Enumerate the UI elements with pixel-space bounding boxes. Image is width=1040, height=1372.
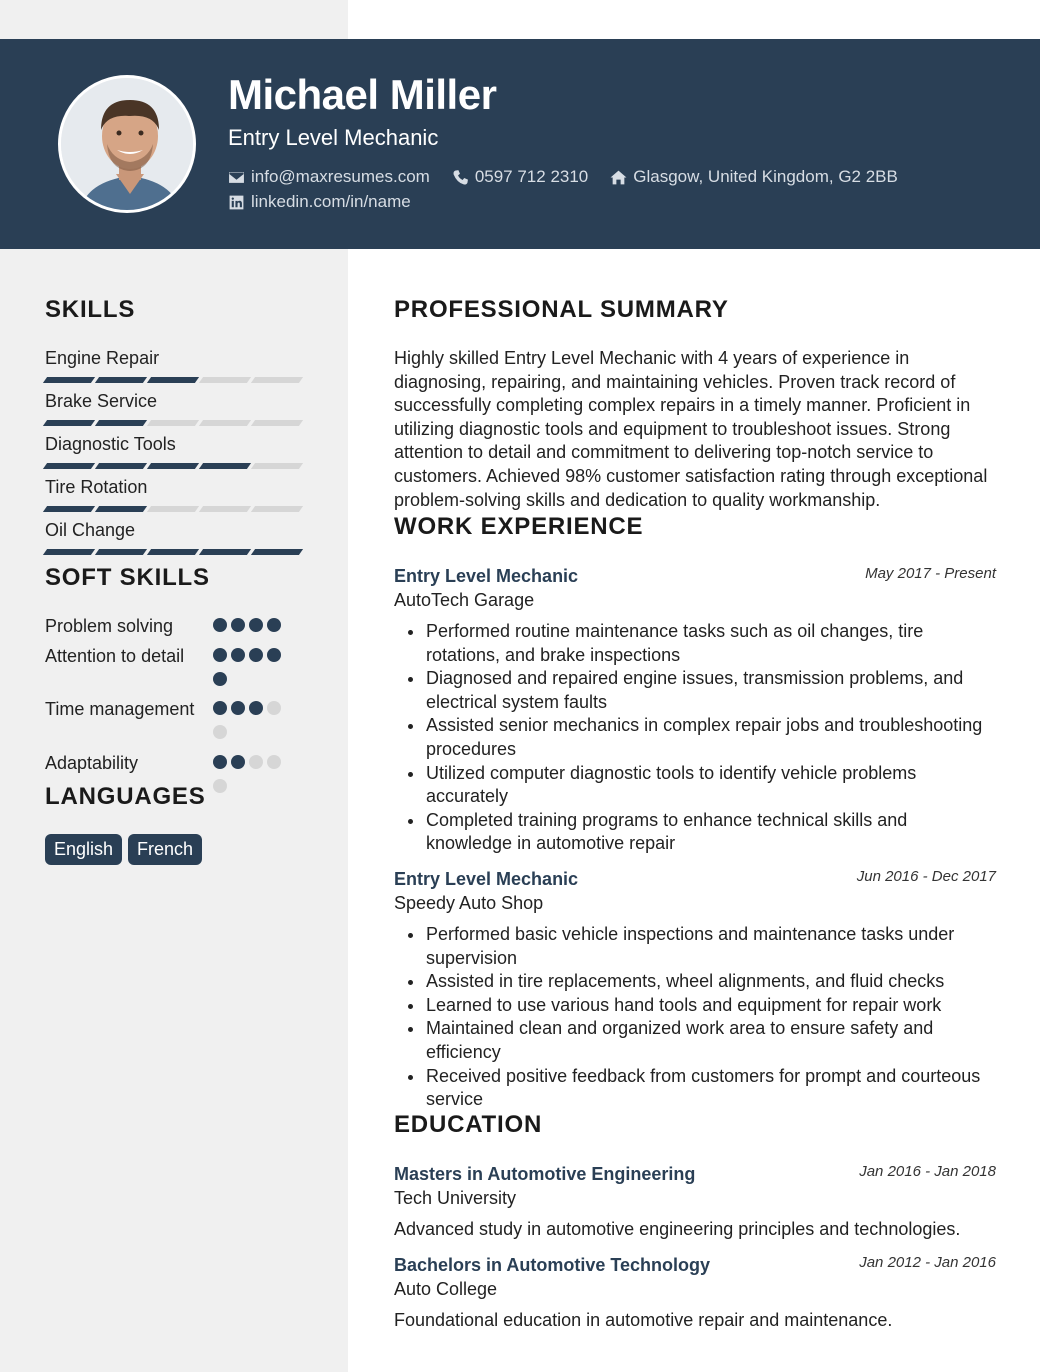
education-entry — [394, 1163, 996, 1241]
language-badge: French — [128, 834, 202, 865]
skill-level-bar — [45, 420, 303, 426]
skill-label: Oil Change — [45, 520, 136, 540]
experience-heading: WORK EXPERIENCE — [394, 513, 644, 540]
education-dates: Jan 2016 - Jan 2018 — [859, 1163, 996, 1180]
job-company: AutoTech Garage — [394, 590, 535, 610]
soft-skill-rating — [213, 618, 288, 642]
job-bullet: Utilized computer diagnostic tools to identify vehicle problems accurately — [394, 762, 996, 809]
education-description: Advanced study in automotive engineering principles and technologies. — [394, 1219, 961, 1239]
job-dates: May 2017 - Present — [865, 565, 996, 582]
skill-segment-empty — [147, 420, 199, 426]
job-company: Speedy Auto Shop — [394, 893, 544, 913]
skill-segment-filled — [95, 420, 147, 426]
summary-text: Highly skilled Entry Level Mechanic with 4 years of experience in diagnosing, repairing, and maintaining vehicles. Proven track record of successfully completing complex repairs in a timely manner. Proficient in utilizing diagnostic tools and equipment to troubleshoot issues. Strong attention to detail and commitment to delivering top-notch service to customers. Achieved 98% customer satisfaction rating through exceptional problem-solving skills and dedication to quality workmanship. — [394, 348, 988, 510]
language-badge: English — [45, 834, 122, 865]
summary-heading: PROFESSIONAL SUMMARY — [394, 296, 729, 323]
rating-dot-filled — [249, 701, 263, 715]
rating-dot-filled — [249, 618, 263, 632]
contact-row-primary — [228, 167, 920, 187]
job-bullet: Assisted senior mechanics in complex repair jobs and troubleshooting procedures — [394, 714, 996, 761]
skill-item — [45, 347, 303, 383]
contact-email-text: info@maxresumes.com — [251, 167, 430, 186]
soft-skill-item — [45, 645, 295, 668]
skill-segment-empty — [251, 463, 303, 469]
skill-segment-filled — [43, 549, 95, 555]
skill-level-bar — [45, 463, 303, 469]
skill-segment-empty — [251, 420, 303, 426]
rating-dot-empty — [267, 701, 281, 715]
education-dates: Jan 2012 - Jan 2016 — [859, 1254, 996, 1271]
skill-segment-filled — [43, 506, 95, 512]
skill-segment-empty — [199, 506, 251, 512]
skill-segment-filled — [199, 549, 251, 555]
contact-phone[interactable] — [452, 167, 588, 187]
rating-dot-filled — [213, 672, 227, 686]
soft-skill-label: Problem solving — [45, 616, 174, 636]
rating-dot-empty — [249, 755, 263, 769]
contact-email[interactable] — [228, 167, 430, 187]
skill-segment-filled — [147, 549, 199, 555]
job-bullet: Maintained clean and organized work area to ensure safety and efficiency — [394, 1017, 996, 1064]
rating-dot-filled — [231, 648, 245, 662]
languages-list — [45, 834, 202, 865]
skill-segment-empty — [251, 377, 303, 383]
skill-level-bar — [45, 506, 303, 512]
education-entry — [394, 1254, 996, 1332]
resume-header — [0, 39, 1040, 249]
skill-segment-filled — [147, 463, 199, 469]
job-role: Entry Level Mechanic — [394, 869, 579, 889]
rating-dot-empty — [267, 755, 281, 769]
skill-segment-empty — [199, 420, 251, 426]
job-role: Entry Level Mechanic — [394, 566, 579, 586]
job-bullet: Assisted in tire replacements, wheel alignments, and fluid checks — [394, 970, 996, 994]
rating-dot-filled — [249, 648, 263, 662]
job-bullet: Performed basic vehicle inspections and maintenance tasks under supervision — [394, 923, 996, 970]
skill-item — [45, 519, 303, 555]
contact-linkedin-text: linkedin.com/in/name — [251, 192, 411, 211]
job-entry — [394, 565, 996, 856]
rating-dot-filled — [267, 648, 281, 662]
skill-label: Engine Repair — [45, 348, 160, 368]
skill-segment-filled — [95, 377, 147, 383]
contact-row-secondary — [228, 192, 433, 212]
job-bullet: Received positive feedback from customers for prompt and courteous service — [394, 1065, 996, 1112]
profile-photo — [58, 75, 196, 213]
envelope-icon — [228, 169, 245, 186]
rating-dot-filled — [213, 618, 227, 632]
skill-segment-empty — [199, 377, 251, 383]
soft-skill-rating — [213, 701, 288, 749]
job-bullet: Completed training programs to enhance technical skills and knowledge in automotive repair — [394, 809, 996, 856]
candidate-name: Michael Miller — [228, 71, 497, 118]
soft-skill-rating — [213, 648, 288, 696]
portrait-image — [61, 78, 196, 213]
rating-dot-filled — [213, 648, 227, 662]
skills-heading: SKILLS — [45, 296, 136, 323]
rating-dot-filled — [231, 701, 245, 715]
skill-label: Diagnostic Tools — [45, 434, 176, 454]
soft-skill-label: Attention to detail — [45, 646, 185, 666]
phone-icon — [452, 169, 469, 186]
skill-segment-filled — [43, 377, 95, 383]
education-degree: Masters in Automotive Engineering — [394, 1164, 696, 1184]
job-bullet: Learned to use various hand tools and equipment for repair work — [394, 994, 996, 1018]
skill-label: Tire Rotation — [45, 477, 148, 497]
education-heading: EDUCATION — [394, 1111, 543, 1138]
skill-item — [45, 390, 303, 426]
skill-item — [45, 433, 303, 469]
skill-segment-empty — [147, 506, 199, 512]
soft-skills-heading: SOFT SKILLS — [45, 564, 210, 591]
soft-skill-label: Time management — [45, 699, 195, 719]
education-school: Auto College — [394, 1279, 498, 1299]
soft-skill-item — [45, 615, 295, 638]
job-entry — [394, 868, 996, 1112]
skill-segment-filled — [95, 506, 147, 512]
job-bullets — [394, 620, 996, 856]
contact-location-text: Glasgow, United Kingdom, G2 2BB — [633, 167, 898, 186]
job-bullets — [394, 923, 996, 1112]
education-school: Tech University — [394, 1188, 517, 1208]
rating-dot-filled — [267, 618, 281, 632]
rating-dot-filled — [231, 618, 245, 632]
soft-skill-label: Adaptability — [45, 753, 139, 773]
rating-dot-empty — [213, 779, 227, 793]
candidate-title: Entry Level Mechanic — [228, 125, 439, 150]
linkedin-icon — [228, 194, 245, 211]
education-degree: Bachelors in Automotive Technology — [394, 1255, 711, 1275]
job-dates: Jun 2016 - Dec 2017 — [856, 868, 996, 885]
soft-skill-item — [45, 698, 295, 721]
education-description: Foundational education in automotive repair and maintenance. — [394, 1310, 893, 1330]
job-bullet: Performed routine maintenance tasks such as oil changes, tire rotations, and brake inspections — [394, 620, 996, 667]
skill-segment-filled — [43, 463, 95, 469]
home-icon — [610, 169, 627, 186]
contact-linkedin[interactable] — [228, 192, 411, 212]
skill-item — [45, 476, 303, 512]
skill-segment-filled — [95, 549, 147, 555]
rating-dot-empty — [213, 725, 227, 739]
skill-label: Brake Service — [45, 391, 158, 411]
skill-segment-filled — [43, 420, 95, 426]
skill-segment-filled — [199, 463, 251, 469]
job-bullet: Diagnosed and repaired engine issues, transmission problems, and electrical system faults — [394, 667, 996, 714]
skill-segment-filled — [147, 377, 199, 383]
skill-level-bar — [45, 377, 303, 383]
skill-segment-filled — [95, 463, 147, 469]
languages-heading: LANGUAGES — [45, 783, 206, 810]
skill-segment-empty — [251, 506, 303, 512]
rating-dot-filled — [213, 755, 227, 769]
skill-segment-filled — [251, 549, 303, 555]
contact-phone-text: 0597 712 2310 — [474, 167, 589, 186]
soft-skill-rating — [213, 755, 288, 803]
rating-dot-filled — [231, 755, 245, 769]
skill-level-bar — [45, 549, 303, 555]
contact-location — [610, 167, 898, 187]
soft-skill-item — [45, 752, 295, 775]
rating-dot-filled — [213, 701, 227, 715]
